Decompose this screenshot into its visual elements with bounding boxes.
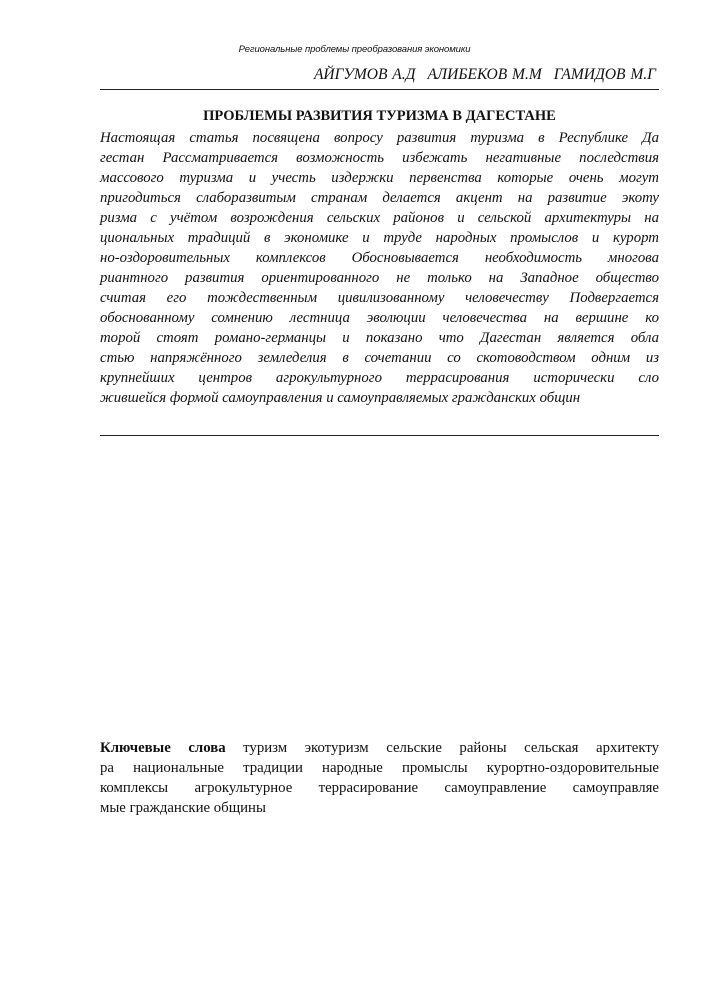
abstract-line: Настоящая статья посвящена вопросу развития туризма в Республике Да (100, 130, 659, 146)
abstract-line: гестан Рассматривается возможность избежать негативные последствия (100, 150, 659, 166)
abstract-line: стью напряжённого земледелия в сочетании со скотоводством одним из (100, 350, 659, 366)
abstract-line: жившейся формой самоуправления и самоуправляемых гражданских общин (100, 390, 581, 406)
top-divider (100, 89, 659, 90)
author-name: АЙГУМОВ А.Д (313, 66, 416, 83)
abstract-line: крупнейших центров агрокультурного террасирования исторически сло (100, 370, 659, 386)
abstract (100, 128, 659, 408)
author-list (314, 66, 656, 84)
bottom-divider (100, 435, 659, 436)
abstract-line: пригодиться слаборазвитым странам делается акцент на развитие экоту (100, 190, 659, 206)
keywords-line: ра национальные традиции народные промыслы курортно-оздоровительные (100, 760, 659, 776)
article-title: ПРОБЛЕМЫ РАЗВИТИЯ ТУРИЗМА В ДАГЕСТАНЕ (203, 108, 556, 124)
keywords-line: комплексы агрокультурное террасирование самоуправление самоуправляе (100, 780, 659, 796)
keywords-text: туризм экотуризм сельские районы сельская архитекту (225, 740, 659, 756)
keywords-block (100, 738, 659, 818)
author-name: ГАМИДОВ М.Г (553, 66, 656, 83)
author-name: АЛИБЕКОВ М.М (427, 66, 542, 83)
keywords-line: мые гражданские общины (100, 800, 266, 816)
abstract-line: ризма с учётом возрождения сельских районов и сельской архитектуры на (100, 210, 659, 226)
abstract-line: риантного развития ориентированного не только на Западное общество (100, 270, 659, 286)
abstract-line: циональных традиций в экономике и труде народных промыслов и курорт (100, 230, 659, 246)
abstract-line: но-оздоровительных комплексов Обосновывается необходимость многова (100, 250, 659, 266)
abstract-line: считая его тождественным цивилизованному человечеству Подвергается (100, 290, 659, 306)
keywords-line (100, 738, 659, 758)
abstract-line: массового туризма и учесть издержки первенства которые очень могут (100, 170, 659, 186)
abstract-line: обоснованному сомнению лестница эволюции человечества на вершине ко (100, 310, 659, 326)
keywords-label: Ключевые слова (100, 740, 226, 756)
abstract-line: торой стоят романо-германцы и показано что Дагестан является обла (100, 330, 659, 346)
running-head: Региональные проблемы преобразования экономики (238, 44, 471, 55)
